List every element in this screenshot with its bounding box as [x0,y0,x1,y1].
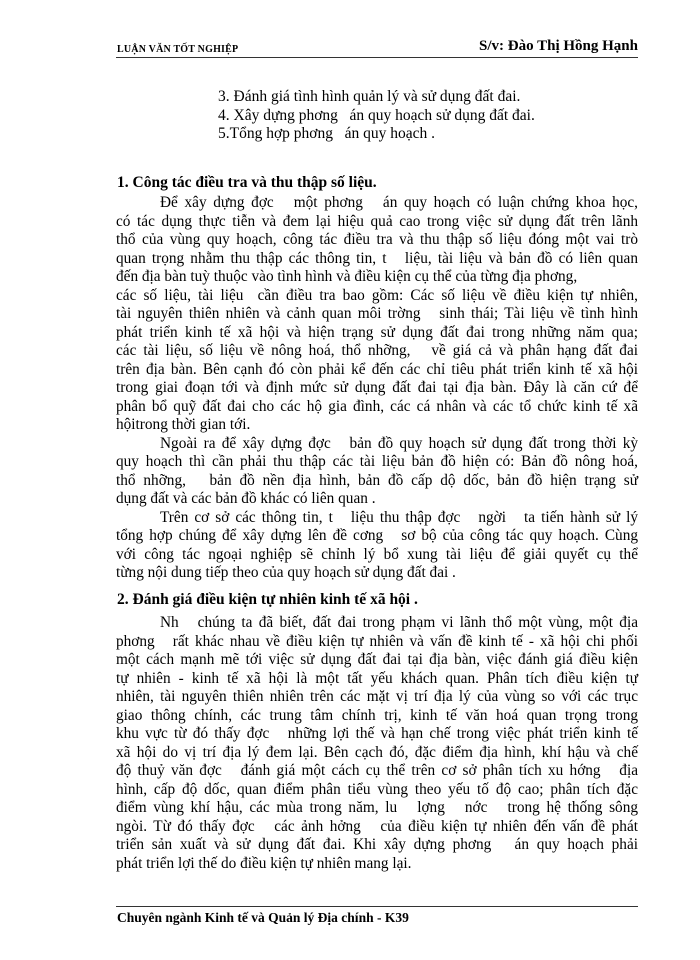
text-line: Trên cơ sở các thông tin, t liệu thu thập đợc ngời ta tiến hành sử lý [160,508,638,526]
text-line: Ngoài ra để xây dựng đợc bản đồ quy hoạch sử dụng đất trong thời kỳ [160,434,638,452]
header-student-name: S/v: Đào Thị Hồng Hạnh [479,38,638,54]
text-line: tài nguyên thiên nhiên và cảnh quan môi trờng sinh thái; Tài liệu về tình hình [116,305,638,322]
task-list [218,88,535,144]
text-line: trên địa bàn. Bên cạnh đó còn phải kể đến các chỉ tiêu phát triển kinh tế xã hội [116,360,638,378]
text-line: hộitrong thời gian tới. [116,416,251,433]
text-line: xã hội do vị trí địa lý đem lại. Bên cạch đó, đặc điểm địa hình, khí hậu và chế [116,743,638,761]
text-line: phát triển lợi thế do điều kiện tự nhiên mang lại. [116,854,412,872]
text-line: các số liệu, tài liệu cần điều tra bao gồm: Các số liệu về điều kiện tự nhiên, [116,286,638,304]
list-item: 5.Tổng hợp phơng án quy hoạch . [218,125,435,142]
text-line: đến địa bàn tuỳ thuộc vào tình hình và điều kiện cụ thể của từng địa phơng, [116,268,578,285]
text-line: một cách mạnh mẽ tới việc sử dụng đất đai tại địa bàn, việc đánh giá điều kiện [116,651,638,668]
header-rule [116,57,638,58]
text-line: Nh chúng ta đã biết, đất đai trong phạm vi lãnh thổ một vùng, một địa [160,614,638,631]
text-line: triển sản xuất và sử dụng đất đai. Khi xây dựng phơng án quy hoạch phải [116,836,638,853]
text-line: quy hoạch thì cần phải thu thập các tài liệu bản đồ hiện có: Bản đồ nông hoá, [116,453,638,470]
text-line: giao thông chính, các trung tâm chính trị, kinh tế văn hoá quan trọng trong [116,706,638,724]
section-2-heading: 2. Đánh giá điều kiện tự nhiên kinh tế xã hội . [117,591,418,608]
paragraph [116,614,638,873]
text-line: quan trọng nhằm thu thập các thông tin, t liệu, tài liệu và bản đồ có liên quan [116,249,638,267]
paragraph [116,435,638,509]
text-line: tự nhiên - kinh tế xã hội là một tất yếu khách quan. Phân tích điều kiện tự [116,669,638,687]
footer-rule [116,906,638,907]
footer-text: Chuyên ngành Kinh tế và Quản lý Địa chính - K39 [117,910,409,925]
text-line: với công tác ngoại nghiệp sẽ chỉnh lý bổ xung tài liệu để giải quyết cụ thể [116,545,638,563]
section-1-body [116,194,638,583]
text-line: tổng hợp chúng để xây dựng lên đề cơng sơ bộ của công tác quy hoạch. Cùng [116,527,638,544]
text-line: nhiên, tài nguyên thiên nhiên trên các mặt vị trí địa lý của vùng so với các trục [116,688,638,705]
text-line: thổ của vùng quy hoạch, công tác điều tra và thu thập số liệu đóng một vai trò [116,231,638,248]
paragraph [116,194,638,435]
text-line: hình, cấp độ dốc, quan điểm phân tiểu vùng theo yếu tố độ cao; phân tích đặc [116,780,638,798]
section-2-body [116,614,638,873]
paragraph [116,509,638,583]
text-line: ngòi. Từ đó thấy đợc các ảnh hởng của điều kiện tự nhiên đến vấn đề phát [116,817,638,835]
text-line: trong giai đoạn tới và định mức sử dụng đất đai tại địa bàn. Đây là căn cứ để [116,379,638,396]
text-line: có tác dụng thực tiễn và đem lại hiệu quả cao trong việc sử dụng đất trên lãnh [116,212,638,230]
text-line: phát triển kinh tế xã hội và hiện trạng sử dụng đất đai trong những năm qua; [116,323,638,341]
list-item: 4. Xây dựng phơng án quy hoạch sử dụng đất đai. [218,106,535,124]
section-1-heading: 1. Công tác điều tra và thu thập số liệu. [117,174,377,191]
text-line: khu vực từ đó thấy đợc những lợi thế và hạn chế trong việc phát triển kinh tế [116,725,638,742]
text-line: các tài liệu, số liệu về nông hoá, thổ nhỡng, về giá cả và phân hạng đất đai [116,342,638,359]
text-line: điểm vùng khí hậu, các mùa trong năm, lu lợng nớc trong hệ thống sông [116,799,638,816]
text-line: phân bổ quỹ đất đai cho các hộ gia đình, các cá nhân và các tổ chức kinh tế xã [116,397,638,415]
text-line: thổ nhỡng, bản đồ nền địa hình, bản đồ cấp dộ dốc, bản đồ hiện trạng sử [116,471,638,489]
header-thesis-label: LUẬN VĂN TỐT NGHIỆP [117,44,239,55]
list-item: 3. Đánh giá tình hình quản lý và sử dụng đất đai. [218,88,521,105]
text-line: từng nội dung tiếp theo của quy hoạch sử dụng đất đai . [116,564,456,581]
text-line: phơng rất khác nhau về điều kiện tự nhiên và vấn đề kinh tế - xã hội chi phối [116,632,638,650]
text-line: dụng đất và các bản đồ khác có liên quan . [116,490,376,507]
text-line: độ thuỷ văn đợc đánh giá một cách cụ thể trên cơ sở phân tích xu hớng địa [116,762,638,779]
text-line: Để xây dựng đợc một phơng án quy hoạch có luận chứng khoa học, [160,194,638,211]
